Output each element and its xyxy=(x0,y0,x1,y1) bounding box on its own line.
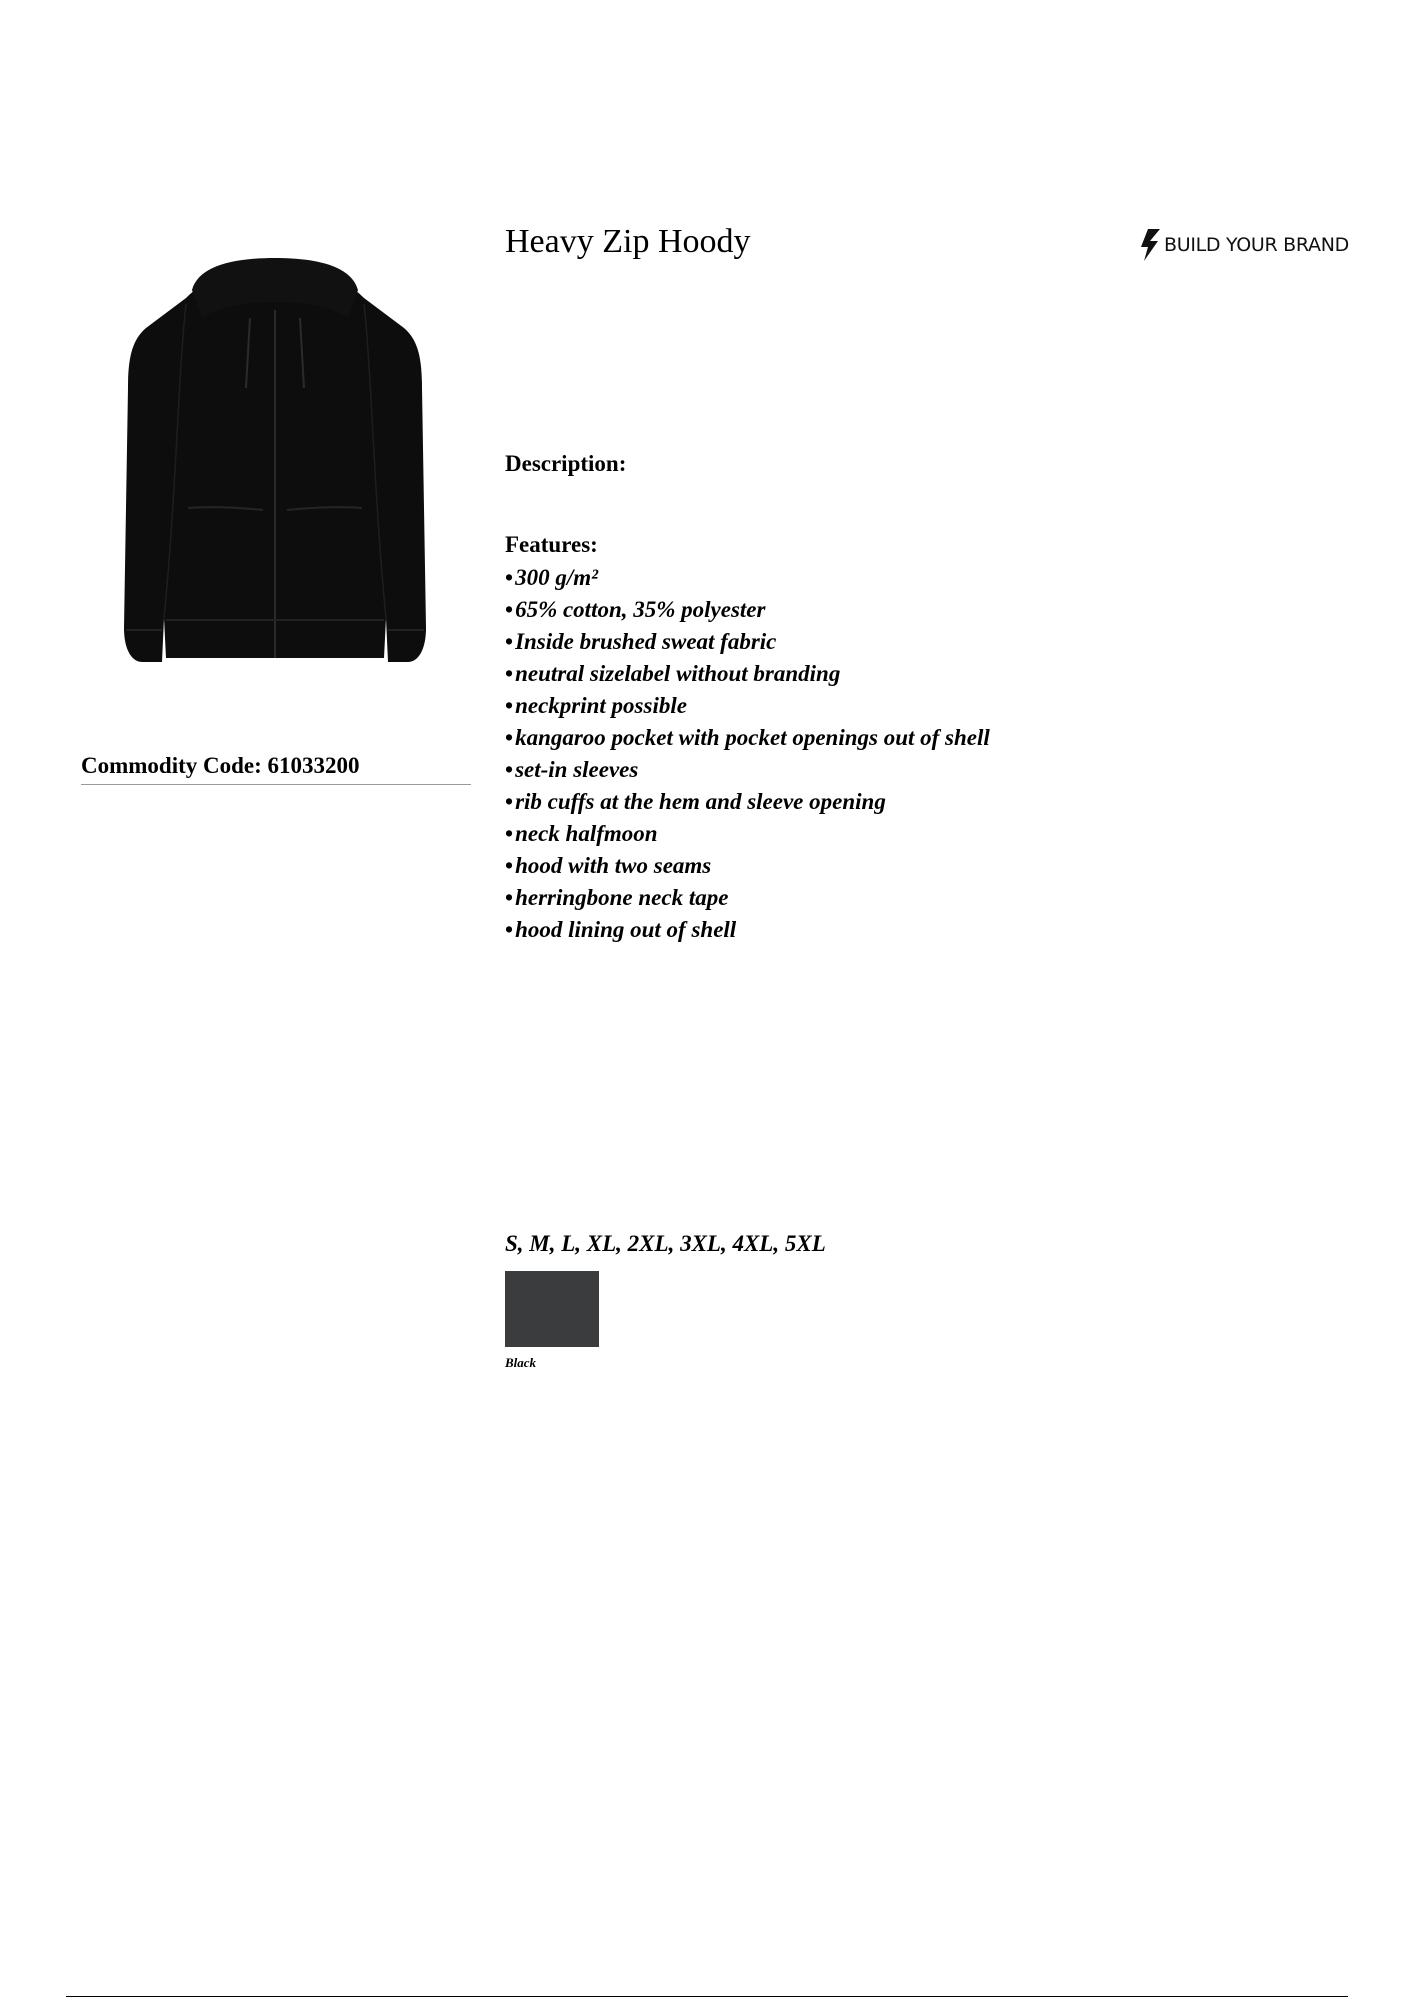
bullet: • xyxy=(505,597,514,622)
feature-text: kangaroo pocket with pocket openings out of shell xyxy=(515,725,990,750)
feature-item xyxy=(505,818,990,850)
feature-item xyxy=(505,914,990,946)
feature-item xyxy=(505,594,990,626)
feature-text: hood lining out of shell xyxy=(515,917,737,942)
feature-item xyxy=(505,850,990,882)
feature-text: rib cuffs at the hem and sleeve opening xyxy=(515,789,886,814)
description-heading: Description: xyxy=(505,451,627,476)
feature-text: neck halfmoon xyxy=(515,821,658,846)
feature-item xyxy=(505,658,990,690)
bullet: • xyxy=(505,725,514,750)
product-title: Heavy Zip Hoody xyxy=(505,223,751,260)
bullet: • xyxy=(505,693,514,718)
color-swatch-label: Black xyxy=(505,1355,537,1370)
feature-item xyxy=(505,626,990,658)
feature-text: Inside brushed sweat fabric xyxy=(515,629,777,654)
brand-logo-mark-icon xyxy=(1140,229,1162,261)
feature-text: 300 g/m² xyxy=(515,565,598,590)
feature-item xyxy=(505,690,990,722)
feature-text: 65% cotton, 35% polyester xyxy=(515,597,766,622)
feature-item xyxy=(505,562,990,594)
bullet: • xyxy=(505,885,514,910)
features-list xyxy=(505,562,990,946)
feature-text: herringbone neck tape xyxy=(515,885,729,910)
available-sizes: S, M, L, XL, 2XL, 3XL, 4XL, 5XL xyxy=(505,1231,826,1256)
bullet: • xyxy=(505,565,514,590)
feature-item xyxy=(505,722,990,754)
feature-item xyxy=(505,786,990,818)
bullet: • xyxy=(505,789,514,814)
brand-name: BUILD YOUR BRAND xyxy=(1164,234,1349,256)
bullet: • xyxy=(505,917,514,942)
color-swatch-black xyxy=(505,1271,599,1347)
feature-text: neckprint possible xyxy=(515,693,687,718)
bullet: • xyxy=(505,853,514,878)
footer-divider xyxy=(66,1996,1348,1997)
feature-text: neutral sizelabel without branding xyxy=(515,661,841,686)
bullet: • xyxy=(505,629,514,654)
product-image-hoodie xyxy=(118,258,432,678)
commodity-code: Commodity Code: 61033200 xyxy=(81,752,471,785)
features-heading: Features: xyxy=(505,532,598,557)
bullet: • xyxy=(505,661,514,686)
bullet: • xyxy=(505,821,514,846)
feature-item xyxy=(505,754,990,786)
feature-item xyxy=(505,882,990,914)
brand-logo xyxy=(1140,228,1349,262)
feature-text: set-in sleeves xyxy=(515,757,639,782)
feature-text: hood with two seams xyxy=(515,853,712,878)
bullet: • xyxy=(505,757,514,782)
